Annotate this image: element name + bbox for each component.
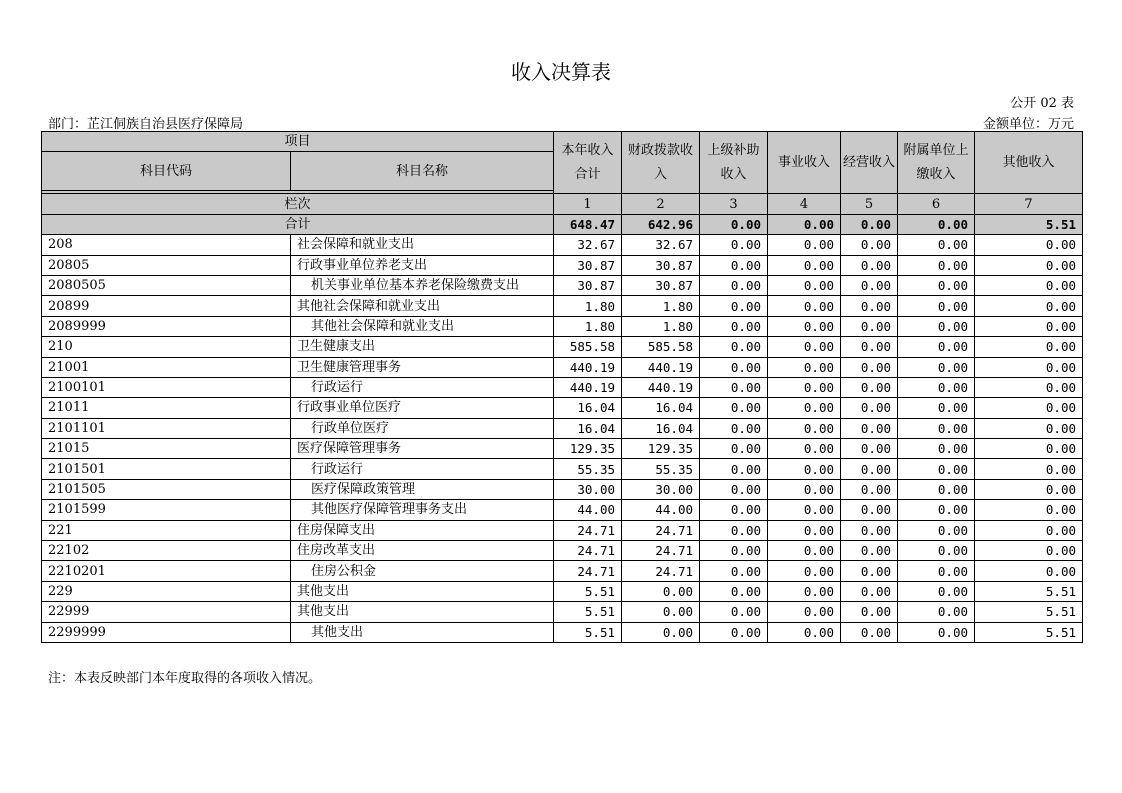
header-col-4: 事业收入 (768, 132, 841, 194)
subject-name: 卫生健康支出 (291, 337, 554, 357)
table-row (42, 357, 1083, 377)
amount-cell: 55.35 (622, 459, 700, 479)
amount-cell: 0.00 (898, 296, 975, 316)
total-value: 0.00 (768, 214, 841, 234)
header-code: 科目代码 (42, 152, 291, 191)
table-row (42, 581, 1083, 601)
amount-cell: 0.00 (768, 398, 841, 418)
subject-name: 其他支出 (291, 622, 554, 642)
amount-cell: 0.00 (700, 459, 768, 479)
amount-cell: 0.00 (975, 520, 1083, 540)
subject-name: 住房保障支出 (291, 520, 554, 540)
amount-cell: 0.00 (700, 316, 768, 336)
amount-cell: 0.00 (898, 398, 975, 418)
amount-cell: 0.00 (841, 479, 898, 499)
amount-cell: 0.00 (898, 581, 975, 601)
amount-cell: 0.00 (975, 275, 1083, 295)
amount-cell: 24.71 (622, 541, 700, 561)
subject-name: 社会保障和就业支出 (291, 235, 554, 255)
table-row (42, 500, 1083, 520)
amount-cell: 0.00 (768, 439, 841, 459)
amount-cell: 129.35 (622, 439, 700, 459)
amount-cell: 0.00 (841, 235, 898, 255)
amount-cell: 440.19 (554, 377, 622, 397)
table-row (42, 235, 1083, 255)
subject-name: 住房公积金 (291, 561, 554, 581)
amount-cell: 24.71 (554, 541, 622, 561)
amount-cell: 0.00 (700, 479, 768, 499)
amount-cell: 0.00 (768, 337, 841, 357)
amount-cell: 0.00 (700, 418, 768, 438)
table-row (42, 255, 1083, 275)
table-row (42, 622, 1083, 642)
amount-cell: 0.00 (841, 275, 898, 295)
subject-code: 21015 (42, 439, 291, 459)
subject-name: 卫生健康管理事务 (291, 357, 554, 377)
amount-cell: 0.00 (975, 561, 1083, 581)
income-table (41, 131, 1083, 643)
header-col-3: 上级补助收入 (700, 132, 768, 194)
subject-name: 行政单位医疗 (291, 418, 554, 438)
header-col-7: 其他收入 (975, 132, 1083, 194)
amount-cell: 0.00 (768, 357, 841, 377)
subject-code: 21001 (42, 357, 291, 377)
col-num: 2 (622, 194, 700, 214)
amount-cell: 5.51 (975, 581, 1083, 601)
amount-cell: 0.00 (841, 296, 898, 316)
table-row (42, 337, 1083, 357)
amount-cell: 0.00 (898, 500, 975, 520)
amount-cell: 30.87 (622, 255, 700, 275)
col-num: 4 (768, 194, 841, 214)
header-name: 科目名称 (291, 152, 554, 191)
amount-cell: 5.51 (554, 581, 622, 601)
amount-cell: 0.00 (841, 561, 898, 581)
amount-cell: 16.04 (622, 418, 700, 438)
amount-cell: 0.00 (841, 622, 898, 642)
amount-cell: 0.00 (841, 316, 898, 336)
amount-cell: 0.00 (700, 255, 768, 275)
table-note: 注：本表反映部门本年度取得的各项收入情况。 (48, 671, 322, 686)
table-row (42, 418, 1083, 438)
amount-cell: 0.00 (768, 377, 841, 397)
header-col-6: 附属单位上缴收入 (898, 132, 975, 194)
amount-cell: 16.04 (622, 398, 700, 418)
amount-cell: 0.00 (700, 235, 768, 255)
amount-cell: 0.00 (700, 622, 768, 642)
amount-cell: 0.00 (700, 500, 768, 520)
subject-name: 行政事业单位医疗 (291, 398, 554, 418)
subject-code: 2089999 (42, 316, 291, 336)
table-row (42, 602, 1083, 622)
amount-cell: 0.00 (622, 622, 700, 642)
amount-cell: 0.00 (898, 418, 975, 438)
amount-cell: 0.00 (898, 377, 975, 397)
amount-cell: 0.00 (700, 275, 768, 295)
header-col-1: 本年收入合计 (554, 132, 622, 194)
subject-name: 机关事业单位基本养老保险缴费支出 (291, 275, 554, 295)
amount-cell: 5.51 (975, 602, 1083, 622)
table-row (42, 398, 1083, 418)
table-row (42, 439, 1083, 459)
amount-cell: 0.00 (700, 398, 768, 418)
subject-code: 229 (42, 581, 291, 601)
amount-cell: 440.19 (622, 357, 700, 377)
amount-cell: 0.00 (700, 561, 768, 581)
total-row (42, 214, 1083, 234)
total-value: 648.47 (554, 214, 622, 234)
subject-code: 20805 (42, 255, 291, 275)
amount-cell: 0.00 (841, 459, 898, 479)
department-label: 部门：芷江侗族自治县医疗保障局 (48, 117, 244, 132)
subject-code: 20899 (42, 296, 291, 316)
col-num: 5 (841, 194, 898, 214)
amount-cell: 0.00 (975, 337, 1083, 357)
amount-cell: 1.80 (622, 296, 700, 316)
amount-cell: 0.00 (700, 377, 768, 397)
amount-cell: 0.00 (841, 398, 898, 418)
amount-cell: 0.00 (768, 235, 841, 255)
amount-cell: 30.87 (622, 275, 700, 295)
amount-cell: 0.00 (898, 275, 975, 295)
total-value: 642.96 (622, 214, 700, 234)
amount-cell: 0.00 (898, 561, 975, 581)
amount-cell: 0.00 (768, 479, 841, 499)
amount-cell: 16.04 (554, 418, 622, 438)
amount-cell: 1.80 (554, 316, 622, 336)
total-value: 0.00 (841, 214, 898, 234)
amount-cell: 0.00 (898, 622, 975, 642)
subject-code: 21011 (42, 398, 291, 418)
subject-name: 其他支出 (291, 581, 554, 601)
amount-cell: 44.00 (554, 500, 622, 520)
amount-cell: 0.00 (898, 337, 975, 357)
col-num: 6 (898, 194, 975, 214)
amount-cell: 0.00 (975, 235, 1083, 255)
table-row (42, 541, 1083, 561)
amount-cell: 0.00 (975, 418, 1083, 438)
amount-cell: 0.00 (768, 255, 841, 275)
header-item: 项目 (42, 132, 554, 152)
header-col-5: 经营收入 (841, 132, 898, 194)
subject-code: 210 (42, 337, 291, 357)
amount-cell: 0.00 (768, 602, 841, 622)
amount-cell: 0.00 (975, 439, 1083, 459)
table-row (42, 275, 1083, 295)
page-title: 收入决算表 (511, 60, 611, 84)
table-row (42, 520, 1083, 540)
amount-cell: 0.00 (975, 398, 1083, 418)
amount-cell: 0.00 (898, 357, 975, 377)
amount-cell: 30.00 (554, 479, 622, 499)
subject-code: 2101599 (42, 500, 291, 520)
amount-cell: 0.00 (975, 316, 1083, 336)
amount-cell: 0.00 (898, 459, 975, 479)
subject-name: 行政运行 (291, 377, 554, 397)
amount-cell: 0.00 (768, 500, 841, 520)
amount-cell: 24.71 (554, 561, 622, 581)
amount-cell: 0.00 (975, 255, 1083, 275)
amount-cell: 0.00 (841, 520, 898, 540)
amount-cell: 0.00 (700, 337, 768, 357)
amount-cell: 0.00 (841, 377, 898, 397)
subject-code: 2101101 (42, 418, 291, 438)
amount-cell: 129.35 (554, 439, 622, 459)
amount-cell: 0.00 (700, 520, 768, 540)
amount-cell: 0.00 (841, 541, 898, 561)
col-num: 1 (554, 194, 622, 214)
subject-code: 2299999 (42, 622, 291, 642)
amount-cell: 30.87 (554, 255, 622, 275)
amount-cell: 0.00 (841, 439, 898, 459)
amount-cell: 24.71 (622, 520, 700, 540)
amount-cell: 16.04 (554, 398, 622, 418)
amount-cell: 44.00 (622, 500, 700, 520)
subject-name: 行政运行 (291, 459, 554, 479)
amount-cell: 0.00 (898, 602, 975, 622)
amount-cell: 0.00 (768, 418, 841, 438)
subject-code: 2100101 (42, 377, 291, 397)
amount-cell: 0.00 (700, 602, 768, 622)
amount-cell: 24.71 (554, 520, 622, 540)
amount-cell: 5.51 (554, 622, 622, 642)
subject-code: 221 (42, 520, 291, 540)
subject-code: 2210201 (42, 561, 291, 581)
amount-cell: 0.00 (975, 541, 1083, 561)
table-row (42, 316, 1083, 336)
amount-cell: 5.51 (975, 622, 1083, 642)
table-row (42, 377, 1083, 397)
amount-cell: 0.00 (841, 418, 898, 438)
amount-cell: 0.00 (975, 500, 1083, 520)
amount-cell: 440.19 (622, 377, 700, 397)
amount-cell: 0.00 (975, 296, 1083, 316)
subject-name: 其他社会保障和就业支出 (291, 316, 554, 336)
col-nums-label: 栏次 (42, 194, 554, 214)
total-value: 0.00 (700, 214, 768, 234)
amount-cell: 0.00 (841, 337, 898, 357)
amount-cell: 0.00 (768, 316, 841, 336)
amount-cell: 0.00 (841, 581, 898, 601)
subject-name: 住房改革支出 (291, 541, 554, 561)
amount-cell: 0.00 (898, 520, 975, 540)
amount-cell: 0.00 (898, 255, 975, 275)
amount-cell: 0.00 (768, 541, 841, 561)
col-num: 7 (975, 194, 1083, 214)
amount-cell: 0.00 (700, 357, 768, 377)
amount-cell: 0.00 (768, 581, 841, 601)
amount-cell: 5.51 (554, 602, 622, 622)
table-row (42, 479, 1083, 499)
subject-name: 医疗保障政策管理 (291, 479, 554, 499)
amount-cell: 0.00 (975, 459, 1083, 479)
amount-cell: 30.00 (622, 479, 700, 499)
amount-cell: 585.58 (622, 337, 700, 357)
amount-cell: 0.00 (768, 561, 841, 581)
subject-name: 其他医疗保障管理事务支出 (291, 500, 554, 520)
total-value: 0.00 (898, 214, 975, 234)
amount-cell: 0.00 (841, 602, 898, 622)
amount-cell: 0.00 (975, 377, 1083, 397)
amount-cell: 0.00 (768, 459, 841, 479)
col-num: 3 (700, 194, 768, 214)
amount-cell: 0.00 (841, 255, 898, 275)
subject-name: 其他支出 (291, 602, 554, 622)
amount-cell: 0.00 (841, 500, 898, 520)
amount-cell: 0.00 (898, 439, 975, 459)
amount-cell: 1.80 (622, 316, 700, 336)
amount-cell: 0.00 (768, 296, 841, 316)
subject-code: 208 (42, 235, 291, 255)
amount-cell: 1.80 (554, 296, 622, 316)
amount-cell: 0.00 (841, 357, 898, 377)
amount-cell: 0.00 (700, 541, 768, 561)
amount-cell: 0.00 (700, 439, 768, 459)
total-label: 合计 (42, 214, 554, 234)
total-value: 5.51 (975, 214, 1083, 234)
amount-cell: 24.71 (622, 561, 700, 581)
form-number: 公开 02 表 (1010, 96, 1074, 111)
amount-cell: 0.00 (975, 479, 1083, 499)
amount-cell: 0.00 (898, 235, 975, 255)
amount-cell: 0.00 (768, 622, 841, 642)
amount-cell: 0.00 (622, 602, 700, 622)
subject-name: 其他社会保障和就业支出 (291, 296, 554, 316)
amount-cell: 0.00 (898, 479, 975, 499)
amount-cell: 0.00 (768, 275, 841, 295)
amount-cell: 0.00 (898, 541, 975, 561)
subject-code: 22102 (42, 541, 291, 561)
table-row (42, 296, 1083, 316)
subject-code: 2101505 (42, 479, 291, 499)
subject-code: 2080505 (42, 275, 291, 295)
amount-cell: 32.67 (554, 235, 622, 255)
amount-cell: 0.00 (898, 316, 975, 336)
subject-code: 2101501 (42, 459, 291, 479)
subject-name: 行政事业单位养老支出 (291, 255, 554, 275)
header-col-2: 财政拨款收入 (622, 132, 700, 194)
amount-cell: 32.67 (622, 235, 700, 255)
amount-cell: 0.00 (768, 520, 841, 540)
subject-code: 22999 (42, 602, 291, 622)
amount-cell: 55.35 (554, 459, 622, 479)
table-row (42, 561, 1083, 581)
amount-cell: 30.87 (554, 275, 622, 295)
amount-cell: 585.58 (554, 337, 622, 357)
amount-cell: 0.00 (622, 581, 700, 601)
amount-cell: 0.00 (975, 357, 1083, 377)
subject-name: 医疗保障管理事务 (291, 439, 554, 459)
amount-cell: 0.00 (700, 581, 768, 601)
amount-unit-label: 金额单位：万元 (982, 117, 1074, 132)
amount-cell: 0.00 (700, 296, 768, 316)
amount-cell: 440.19 (554, 357, 622, 377)
table-row (42, 459, 1083, 479)
